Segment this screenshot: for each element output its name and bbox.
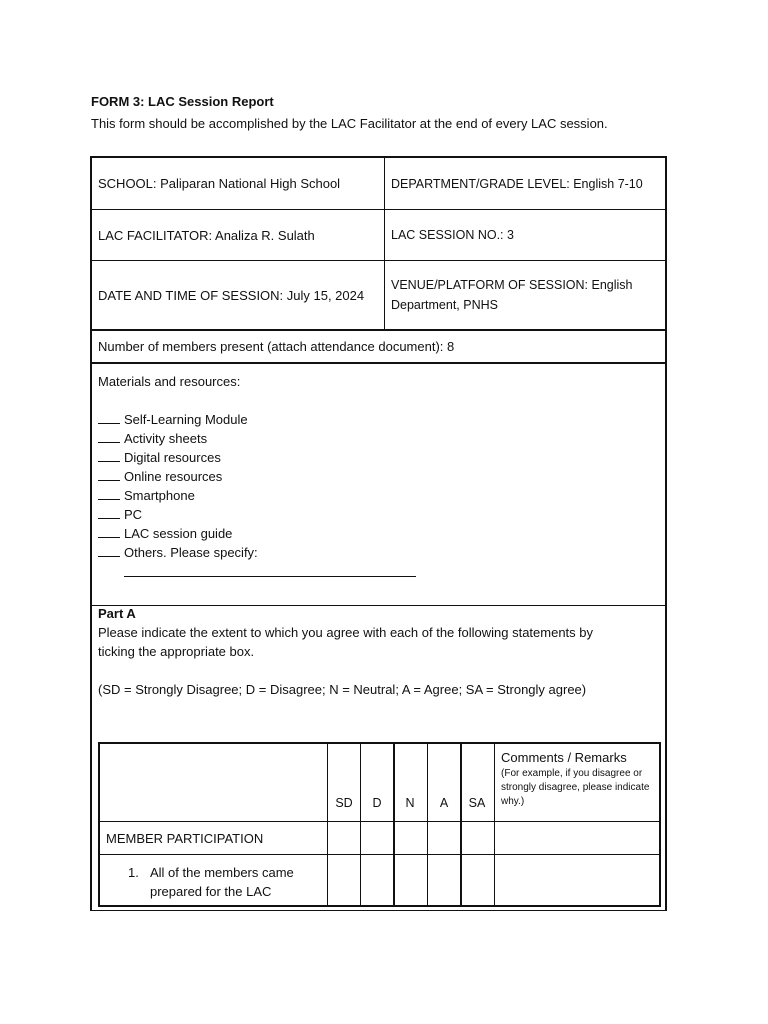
part-a-instruction-2: ticking the appropriate box. bbox=[98, 644, 255, 659]
rating-table bbox=[98, 742, 661, 907]
material-item: Digital resources bbox=[98, 448, 659, 467]
facilitator-field: LAC FACILITATOR: Analiza R. Sulath bbox=[92, 210, 385, 260]
materials-section bbox=[92, 364, 665, 606]
part-a-instruction-1: Please indicate the extent to which you agree with each of the following statements by bbox=[98, 625, 594, 640]
material-item: Self-Learning Module bbox=[98, 410, 659, 429]
checkbox-blank[interactable] bbox=[98, 506, 120, 519]
form-title: FORM 3: LAC Session Report bbox=[91, 94, 274, 109]
checkbox-blank[interactable] bbox=[98, 487, 120, 500]
department-field: DEPARTMENT/GRADE LEVEL: English 7-10 bbox=[391, 176, 643, 191]
table-row bbox=[128, 863, 320, 901]
materials-heading: Materials and resources: bbox=[98, 374, 241, 389]
session-no-field: LAC SESSION NO.: 3 bbox=[391, 228, 514, 242]
part-a bbox=[98, 604, 659, 699]
date-row bbox=[92, 261, 665, 331]
school-row bbox=[92, 158, 665, 210]
members-present-field: Number of members present (attach attendance document): 8 bbox=[98, 339, 455, 354]
item-text: All of the members came prepared for the LAC bbox=[150, 865, 294, 899]
material-item: Smartphone bbox=[98, 486, 659, 505]
comments-note: (For example, if you disagree or strongly disagree, please indicate why.) bbox=[501, 768, 650, 807]
material-item: LAC session guide bbox=[98, 524, 659, 543]
part-a-title: Part A bbox=[98, 606, 136, 621]
venue-field bbox=[385, 261, 665, 329]
item-number: 1. bbox=[128, 865, 139, 880]
scale-sd: SD bbox=[335, 796, 353, 810]
checkbox-blank[interactable] bbox=[98, 544, 120, 557]
material-item: Activity sheets bbox=[98, 429, 659, 448]
others-specify-line[interactable] bbox=[124, 562, 416, 577]
checkbox-blank[interactable] bbox=[98, 468, 120, 481]
session-report-table bbox=[90, 156, 667, 911]
material-item: Others. Please specify: bbox=[98, 543, 659, 562]
venue-line-1: VENUE/PLATFORM OF SESSION: English bbox=[391, 278, 633, 292]
section-member-participation: MEMBER PARTICIPATION bbox=[106, 831, 264, 846]
scale-n: N bbox=[405, 796, 415, 810]
checkbox-blank[interactable] bbox=[98, 430, 120, 443]
checkbox-blank[interactable] bbox=[98, 525, 120, 538]
scale-d: D bbox=[372, 796, 382, 810]
comments-header bbox=[501, 750, 659, 809]
form-intro: This form should be accomplished by the LAC Facilitator at the end of every LAC session. bbox=[91, 116, 608, 131]
material-item: Online resources bbox=[98, 467, 659, 486]
members-row bbox=[92, 331, 665, 364]
date-time-field: DATE AND TIME OF SESSION: July 15, 2024 bbox=[92, 261, 385, 329]
school-field: SCHOOL: Paliparan National High School bbox=[92, 158, 385, 209]
scale-legend: (SD = Strongly Disagree; D = Disagree; N = Neutral; A = Agree; SA = Strongly agree) bbox=[98, 682, 587, 697]
comments-title: Comments / Remarks bbox=[501, 750, 627, 765]
venue-line-2: Department, PNHS bbox=[391, 298, 498, 312]
scale-a: A bbox=[439, 796, 449, 810]
checkbox-blank[interactable] bbox=[98, 411, 120, 424]
checkbox-blank[interactable] bbox=[98, 449, 120, 462]
materials-list bbox=[98, 364, 659, 577]
material-item: PC bbox=[98, 505, 659, 524]
facilitator-row bbox=[92, 210, 665, 261]
scale-sa: SA bbox=[468, 796, 486, 810]
